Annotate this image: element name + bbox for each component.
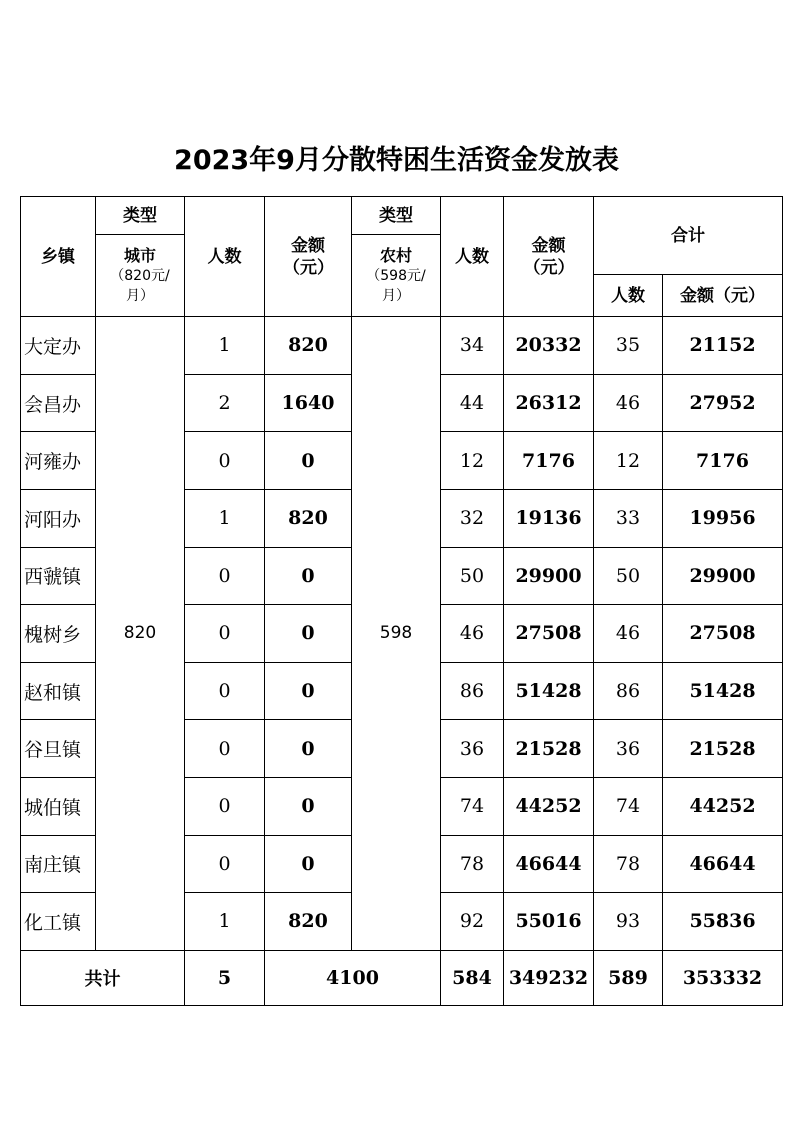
- rural-amount: 29900: [504, 547, 594, 605]
- header-rural: [352, 235, 441, 317]
- rural-count: 86: [441, 662, 504, 720]
- rural-amount: 44252: [504, 777, 594, 835]
- rural-amount: 21528: [504, 720, 594, 778]
- total-count: 78: [594, 835, 663, 893]
- total-count: 46: [594, 605, 663, 663]
- city-count: 2: [185, 374, 265, 432]
- page-title: 2023年9月分散特困生活资金发放表: [174, 145, 619, 176]
- rural-count: 34: [441, 317, 504, 375]
- town-name: 南庄镇: [21, 835, 96, 893]
- city-amount: 1640: [265, 374, 352, 432]
- sum-total-amount: 353332: [663, 950, 783, 1005]
- rural-amount: 55016: [504, 893, 594, 951]
- city-amount: 0: [265, 547, 352, 605]
- rural-count: 36: [441, 720, 504, 778]
- town-name: 赵和镇: [21, 662, 96, 720]
- city-amount: 0: [265, 432, 352, 490]
- rural-count: 74: [441, 777, 504, 835]
- city-count: 1: [185, 317, 265, 375]
- city-amount: 0: [265, 777, 352, 835]
- total-amount: 29900: [663, 547, 783, 605]
- sum-label: 共计: [21, 950, 185, 1005]
- town-name: 槐树乡: [21, 605, 96, 663]
- header-city-rate: （820元/月）: [110, 267, 170, 304]
- city-amount: 0: [265, 605, 352, 663]
- total-count: 36: [594, 720, 663, 778]
- city-amount: 820: [265, 489, 352, 547]
- total-amount: 21528: [663, 720, 783, 778]
- header-total-count: 人数: [594, 275, 663, 317]
- rural-count: 50: [441, 547, 504, 605]
- city-count: 0: [185, 720, 265, 778]
- sum-city-amount: 4100: [265, 950, 441, 1005]
- header-type-rural: 类型: [352, 197, 441, 235]
- city-count: 0: [185, 605, 265, 663]
- city-amount: 820: [265, 317, 352, 375]
- total-row: [21, 950, 783, 1005]
- city-standard: 820: [96, 317, 185, 951]
- city-count: 0: [185, 662, 265, 720]
- town-name: 会昌办: [21, 374, 96, 432]
- total-amount: 46644: [663, 835, 783, 893]
- total-amount: 27952: [663, 374, 783, 432]
- rural-count: 12: [441, 432, 504, 490]
- allowance-table: [20, 196, 783, 1006]
- town-name: 化工镇: [21, 893, 96, 951]
- town-name: 河阳办: [21, 489, 96, 547]
- header-total: 合计: [594, 197, 783, 275]
- city-count: 0: [185, 777, 265, 835]
- rural-count: 46: [441, 605, 504, 663]
- rural-standard: 598: [352, 317, 441, 951]
- city-count: 1: [185, 489, 265, 547]
- total-amount: 51428: [663, 662, 783, 720]
- total-count: 50: [594, 547, 663, 605]
- total-amount: 27508: [663, 605, 783, 663]
- header-rural-label: 农村: [379, 245, 412, 265]
- total-count: 35: [594, 317, 663, 375]
- header-city: [96, 235, 185, 317]
- city-count: 0: [185, 835, 265, 893]
- town-name: 河雍办: [21, 432, 96, 490]
- town-name: 大定办: [21, 317, 96, 375]
- total-count: 74: [594, 777, 663, 835]
- city-amount: 0: [265, 720, 352, 778]
- rural-amount: 51428: [504, 662, 594, 720]
- rural-count: 44: [441, 374, 504, 432]
- rural-amount: 7176: [504, 432, 594, 490]
- header-town: 乡镇: [21, 197, 96, 317]
- sum-rural-count: 584: [441, 950, 504, 1005]
- rural-amount: 20332: [504, 317, 594, 375]
- total-amount: 19956: [663, 489, 783, 547]
- rural-count: 92: [441, 893, 504, 951]
- total-amount: 7176: [663, 432, 783, 490]
- total-count: 93: [594, 893, 663, 951]
- total-amount: 21152: [663, 317, 783, 375]
- rural-count: 78: [441, 835, 504, 893]
- town-name: 城伯镇: [21, 777, 96, 835]
- header-rural-count: 人数: [441, 197, 504, 317]
- header-city-label: 城市: [123, 245, 156, 265]
- total-amount: 44252: [663, 777, 783, 835]
- header-rural-rate: （598元/月）: [366, 267, 426, 304]
- town-name: 谷旦镇: [21, 720, 96, 778]
- table-row: [21, 317, 783, 375]
- rural-amount: 19136: [504, 489, 594, 547]
- total-count: 86: [594, 662, 663, 720]
- total-count: 33: [594, 489, 663, 547]
- city-count: 0: [185, 547, 265, 605]
- rural-amount: 27508: [504, 605, 594, 663]
- sum-rural-amount: 349232: [504, 950, 594, 1005]
- city-amount: 0: [265, 662, 352, 720]
- total-count: 12: [594, 432, 663, 490]
- city-count: 0: [185, 432, 265, 490]
- total-amount: 55836: [663, 893, 783, 951]
- sum-total-count: 589: [594, 950, 663, 1005]
- sum-city-count: 5: [185, 950, 265, 1005]
- header-total-amount: 金额（元）: [663, 275, 783, 317]
- rural-count: 32: [441, 489, 504, 547]
- header-city-count: 人数: [185, 197, 265, 317]
- rural-amount: 26312: [504, 374, 594, 432]
- city-amount: 0: [265, 835, 352, 893]
- total-count: 46: [594, 374, 663, 432]
- town-name: 西虢镇: [21, 547, 96, 605]
- rural-amount: 46644: [504, 835, 594, 893]
- city-amount: 820: [265, 893, 352, 951]
- header-type-city: 类型: [96, 197, 185, 235]
- city-count: 1: [185, 893, 265, 951]
- header-city-amount: 金额（元）: [265, 197, 352, 317]
- header-rural-amount: 金额（元）: [504, 197, 594, 317]
